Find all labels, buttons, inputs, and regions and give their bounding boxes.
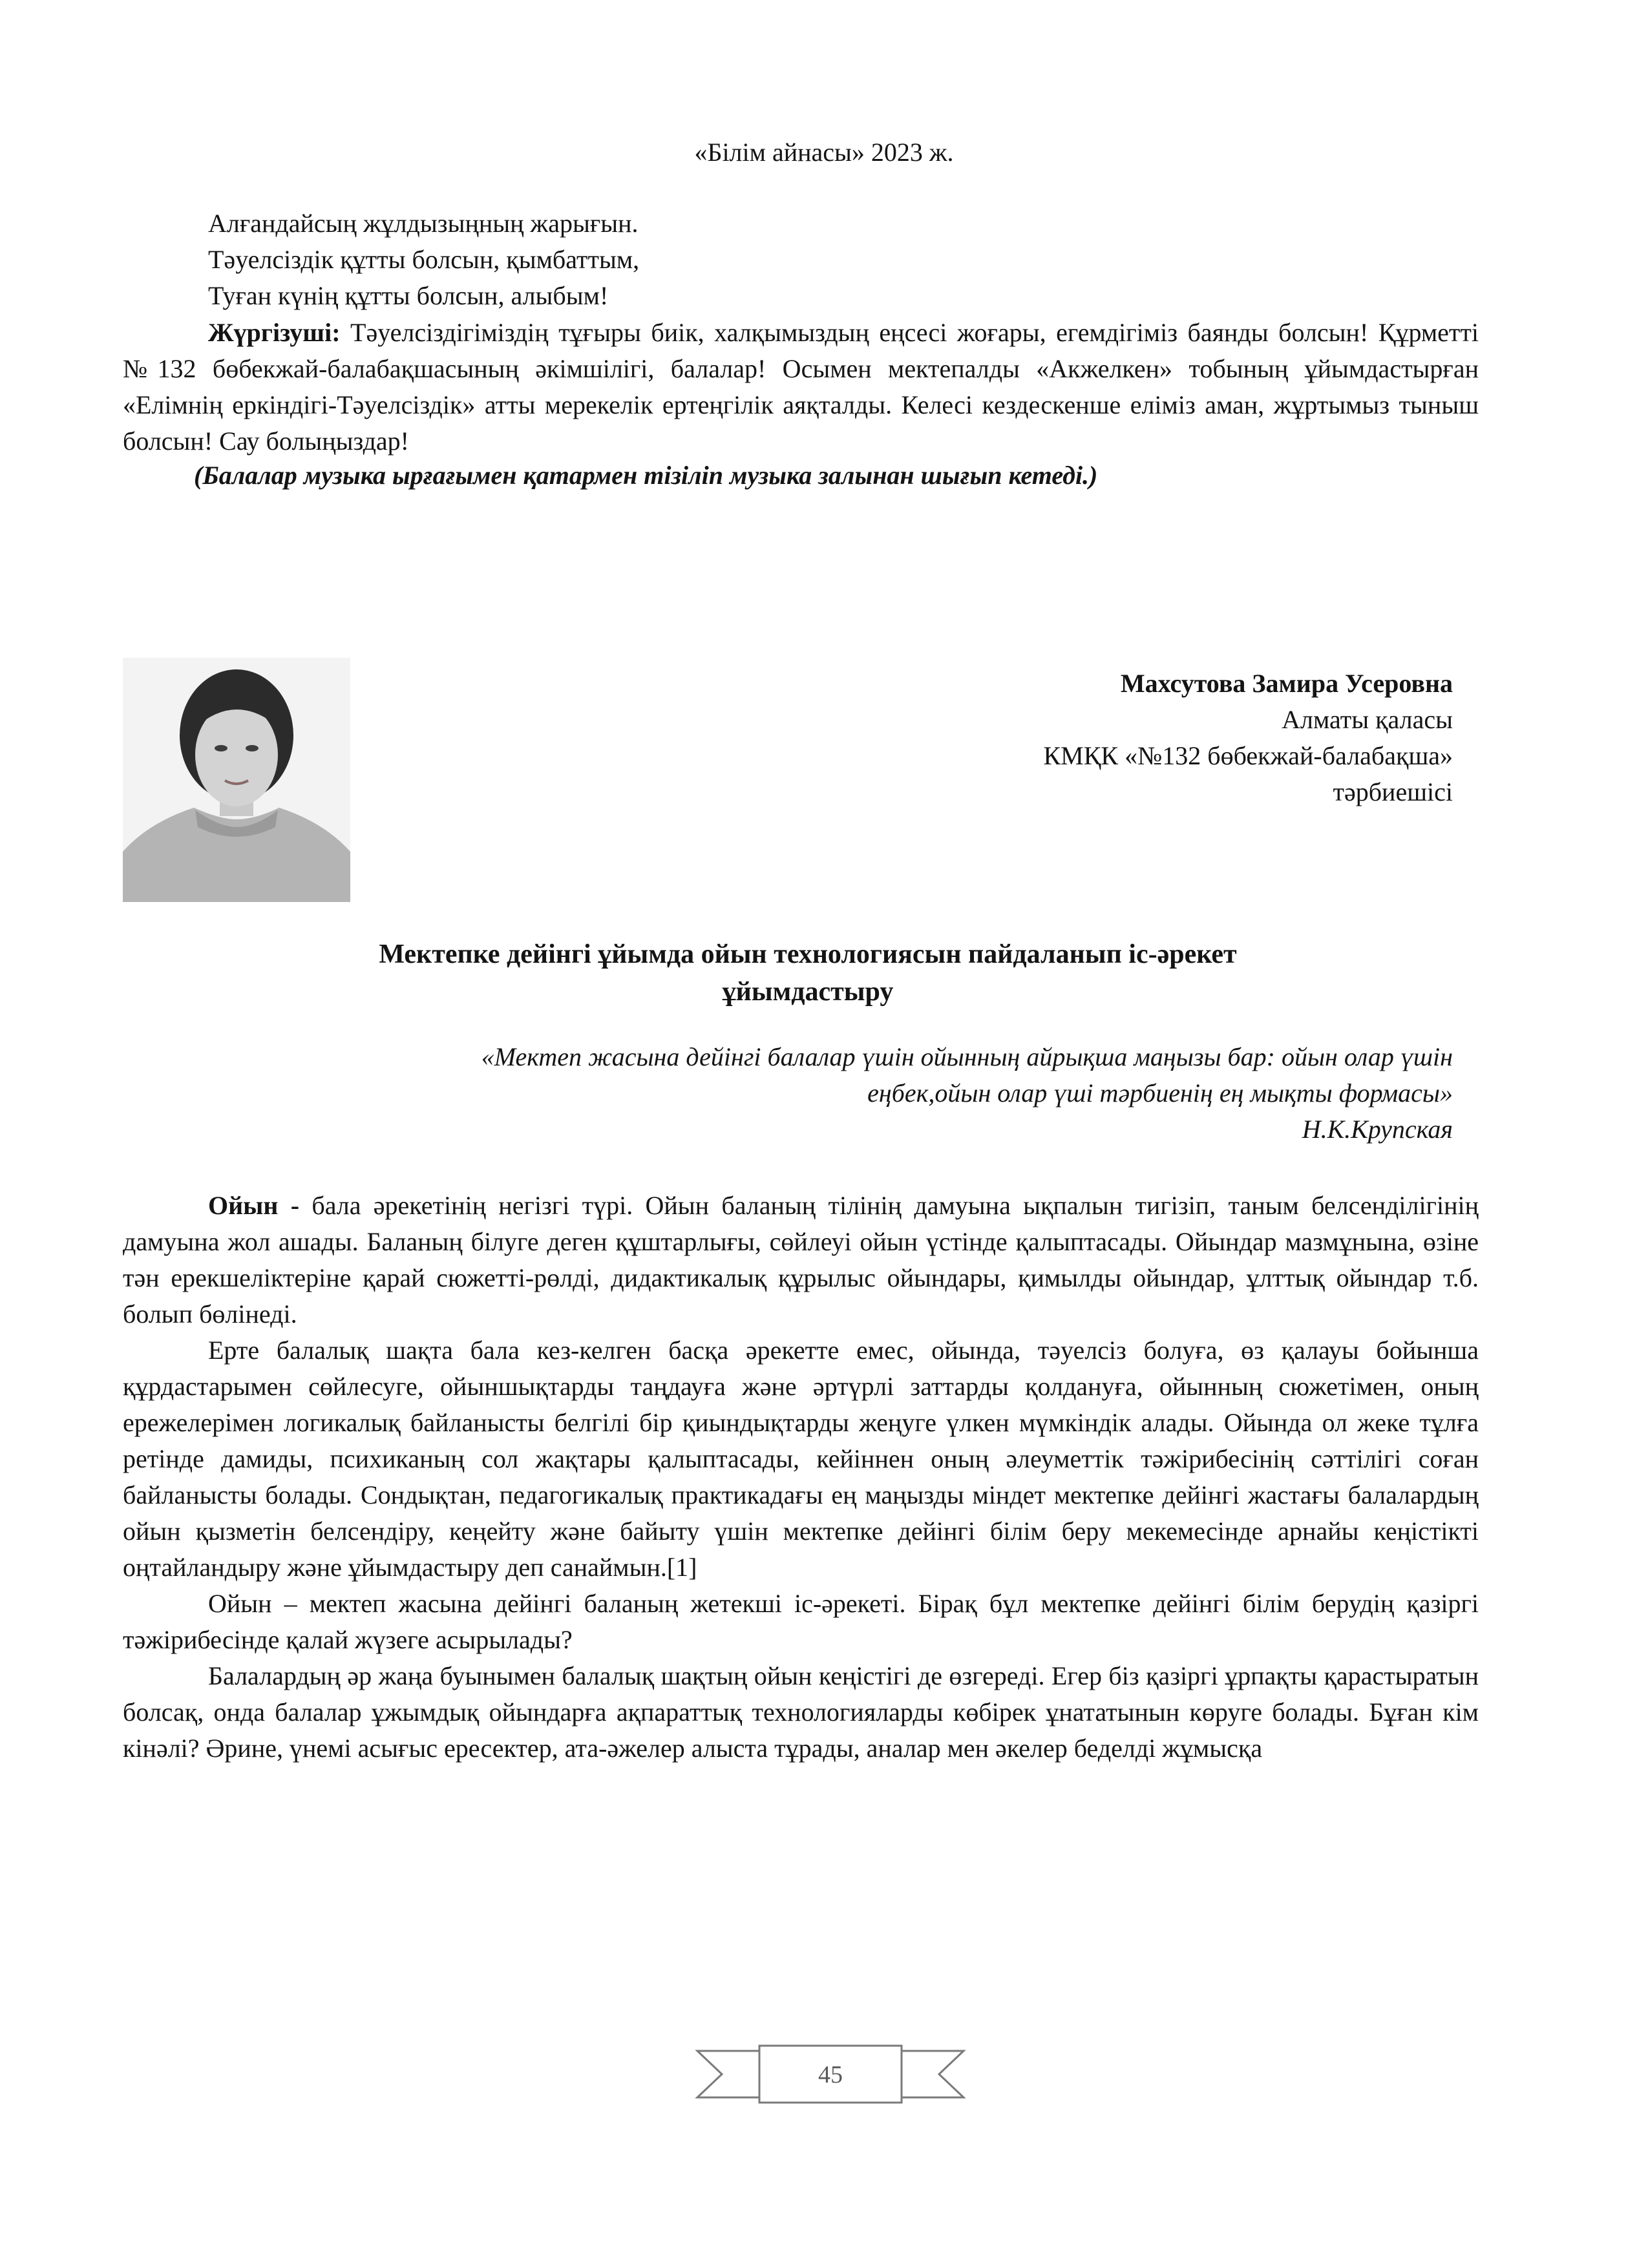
- epigraph-line: «Мектеп жасына дейінгі балалар үшін ойынның айрықша маңызы бар: ойын олар үшін: [481, 1042, 1453, 1071]
- article-body: [123, 1188, 1479, 1767]
- paragraph: [123, 1188, 1479, 1332]
- paragraph: Ерте балалық шақта бала кез-келген басқа әрекетте емес, ойында, тәуелсіз болуға, өз қалауы бойынша құрдастарымен сөйлесуге, ойыншықтарды таңдауға және әртүрлі заттарды қолдануға, ойынның сюжетімен, оның ережелерімен логикалық байланысты белгілі бір қиындықтарды жеңуге үлкен мүмкіндік алады. Ойында ол жеке тұлға ретінде дамиды, психиканың сол жақтары қалыптасады, кейіннен оның әлеуметтік тәжірибесінің сәттілігі соған байланысты болады. Сондықтан, педагогикалық практикадағы ең маңызды міндет мектепке дейінгі жастағы балалардың ойын қызметін белсендіру, кеңейту және байыту үшін мектепке дейінгі білім беру мекемесінде арнайы кеңістікті оңтайландыру және ұйымдастыру деп санаймын.[1]: [123, 1336, 1479, 1582]
- poem-line: Туған күнің құтты болсын, алыбым!: [208, 281, 609, 310]
- page-number-badge: [695, 2042, 966, 2106]
- article-title-line: ұйымдастыру: [722, 977, 894, 1007]
- journal-header: «Білім айнасы» 2023 ж.: [694, 138, 954, 167]
- author-photo: [123, 658, 350, 902]
- stage-direction: (Балалар музыка ырғағымен қатармен тізіліп музыка залынан шығып кетеді.): [194, 461, 1098, 490]
- epigraph-line: еңбек,ойын олар үші тәрбиенің ең мықты формасы»: [867, 1078, 1453, 1108]
- poem-line: Тәуелсіздік құтты болсын, қымбаттым,: [208, 245, 640, 274]
- epigraph-author: Н.К.Крупская: [1302, 1115, 1453, 1144]
- closing-paragraph: [123, 315, 1479, 459]
- author-position: тәрбиешісі: [1333, 777, 1453, 806]
- author-block: [1043, 666, 1453, 810]
- speaker-label: Жүргізуші:: [208, 318, 341, 347]
- paragraph: Балалардың әр жаңа буынымен балалық шақтың ойын кеңістігі де өзгереді. Егер біз қазіргі ұрпақты қарастыратын болсақ, онда балалар ұжымдық ойындарға ақпараттық технологияларды көбірек ұнататынын көруге болады. Бұған кім кінәлі? Әрине, үнемі асығыс ересектер, ата-әжелер алыста тұрады, аналар мен әкелер беделді жұмысқа: [123, 1661, 1479, 1763]
- article-title-line: Мектепке дейінгі ұйымда ойын технологиясын пайдаланып іс-әрекет: [379, 940, 1237, 969]
- poem-stanza: [208, 205, 639, 314]
- author-name: Махсутова Замира Усеровна: [1120, 669, 1453, 698]
- poem-line: Алғандайсың жұлдызыңның жарығын.: [208, 209, 639, 238]
- page-number: 45: [818, 2061, 843, 2088]
- author-organization: КМҚК «№132 бөбекжай-балабақша»: [1043, 741, 1453, 770]
- author-city: Алматы қаласы: [1282, 705, 1453, 734]
- paragraph-text: бала әрекетінің негізгі түрі. Ойын баланың тілінің дамуына ықпалын тигізіп, таным белсенділігінің дамуына жол ашады. Баланың білуге деген құштарлығы, сөйлеуі ойын үстінде қалыптасады. Ойындар мазмұнына, өзіне тән ерекшеліктеріне қарай сюжетті-рөлді, дидактикалық құрылыс ойындары, қимылды ойындар, ұлттық ойындар т.б. болып бөлінеді.: [123, 1191, 1479, 1328]
- epigraph: [160, 1039, 1453, 1148]
- closing-text: Тәуелсіздігіміздің тұғыры биік, халқымыздың еңсесі жоғары, егемдігіміз баянды болсын! Құрметті №132 бөбекжай-балабақшасының әкімшілігі, балалар! Осымен мектепалды «Акжелкен» тобының ұйымдастырған «Елімнің еркіндігі-Тәуелсіздік» атты мерекелік ертеңгілік аяқталды. Келесі кездескенше еліміз аман, жұртымыз тыныш болсын! Сау болыңыздар!: [123, 318, 1479, 456]
- paragraph: Ойын – мектеп жасына дейінгі баланың жетекші іс-әрекеті. Бірақ бұл мектепке дейінгі білім берудің қазіргі тәжірибесінде қалай жүзеге асырылады?: [123, 1589, 1479, 1654]
- ribbon-icon: [695, 2042, 966, 2106]
- term-lead: Ойын -: [208, 1191, 312, 1220]
- article-title: [213, 936, 1402, 1011]
